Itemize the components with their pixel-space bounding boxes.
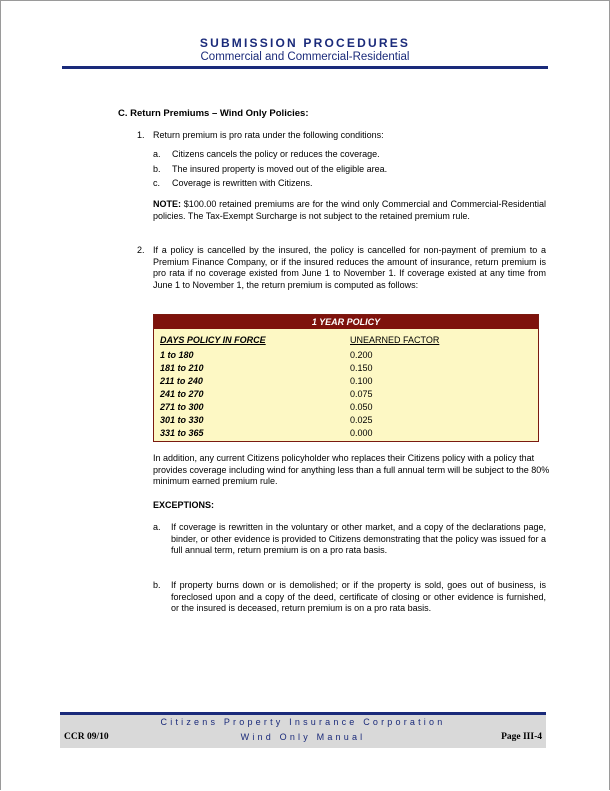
table-row-days: 241 to 270: [160, 389, 204, 399]
footer-page-number: Page III-4: [501, 732, 542, 742]
item-2-number: 2.: [137, 245, 145, 255]
table-row-days: 271 to 300: [160, 402, 204, 412]
table-row-factor: 0.100: [350, 376, 373, 386]
item-1-number: 1.: [137, 130, 145, 140]
note-paragraph: [153, 199, 546, 222]
exception-b-text: If property burns down or is demolished; or if the property is sold, goes out of business, is foreclosed upon and a copy of the deed, certificate of closing or other evidence is furnished, or the insured is deceased, return premium is on a pro rata basis.: [171, 580, 546, 613]
item-2-text: If a policy is cancelled by the insured, the policy is cancelled for non-payment of premium to a Premium Finance Company, or if the insured reduces the amount of insurance, return premium is pro rata if no coverage existed from June 1 to November 1. If coverage existed at any time from June 1 to November 1, the return premium is computed as follows:: [153, 245, 546, 290]
table-row-days: 211 to 240: [160, 376, 203, 386]
subitem-b-text: The insured property is moved out of the eligible area.: [172, 164, 388, 174]
exception-b-letter: b.: [153, 580, 161, 590]
table-row-days: 181 to 210: [160, 363, 204, 373]
table-row-days: 1 to 180: [160, 350, 194, 360]
column-header-factor: UNEARNED FACTOR: [350, 335, 440, 345]
footer-manual: Wind Only Manual: [240, 732, 366, 742]
unearned-factor-table: [153, 314, 539, 442]
footer-edition: CCR 09/10: [64, 732, 109, 742]
table-row-factor: 0.200: [350, 350, 373, 360]
note-text: $100.00 retained premiums are for the wind only Commercial and Commercial-Residential policies. The Tax-Exempt Surcharge is not subject to the retained premium rule.: [153, 199, 546, 221]
page-title: SUBMISSION PROCEDURES: [199, 36, 411, 50]
table-row-factor: 0.000: [350, 428, 373, 438]
header-rule: [62, 66, 548, 69]
exceptions-heading: EXCEPTIONS:: [153, 500, 215, 510]
item-1-text: Return premium is pro rata under the following conditions:: [153, 130, 384, 140]
column-header-days: DAYS POLICY IN FORCE: [160, 335, 266, 345]
page-subtitle: Commercial and Commercial-Residential: [200, 51, 410, 63]
addition-paragraph: In addition, any current Citizens policyholder who replaces their Citizens policy with a policy that provides coverage including wind for anything less than a full annual term will be subject to the 80% minimum earned premium rule.: [153, 453, 550, 486]
table-row-factor: 0.050: [350, 402, 373, 412]
section-heading: C. Return Premiums – Wind Only Policies:: [118, 108, 309, 119]
table-title: 1 YEAR POLICY: [154, 315, 538, 329]
table-row-factor: 0.025: [350, 415, 373, 425]
exception-a-letter: a.: [153, 522, 161, 532]
table-row-days: 331 to 365: [160, 428, 204, 438]
table-row-factor: 0.150: [350, 363, 373, 373]
subitem-c-letter: c.: [153, 178, 161, 188]
table-row-factor: 0.075: [350, 389, 373, 399]
note-label: NOTE:: [153, 199, 181, 209]
footer-corporation: Citizens Property Insurance Corporation: [160, 717, 446, 727]
subitem-a-letter: a.: [153, 149, 161, 159]
table-row-days: 301 to 330: [160, 415, 204, 425]
subitem-b-letter: b.: [153, 164, 161, 174]
subitem-a-text: Citizens cancels the policy or reduces the coverage.: [172, 149, 380, 159]
exception-a-text: If coverage is rewritten in the voluntary or other market, and a copy of the declarations page, binder, or other evidence is provided to Citizens demonstrating that the policy was issued for a full annual term, return premium is on a pro rata basis.: [171, 522, 546, 555]
subitem-c-text: Coverage is rewritten with Citizens.: [172, 178, 313, 188]
